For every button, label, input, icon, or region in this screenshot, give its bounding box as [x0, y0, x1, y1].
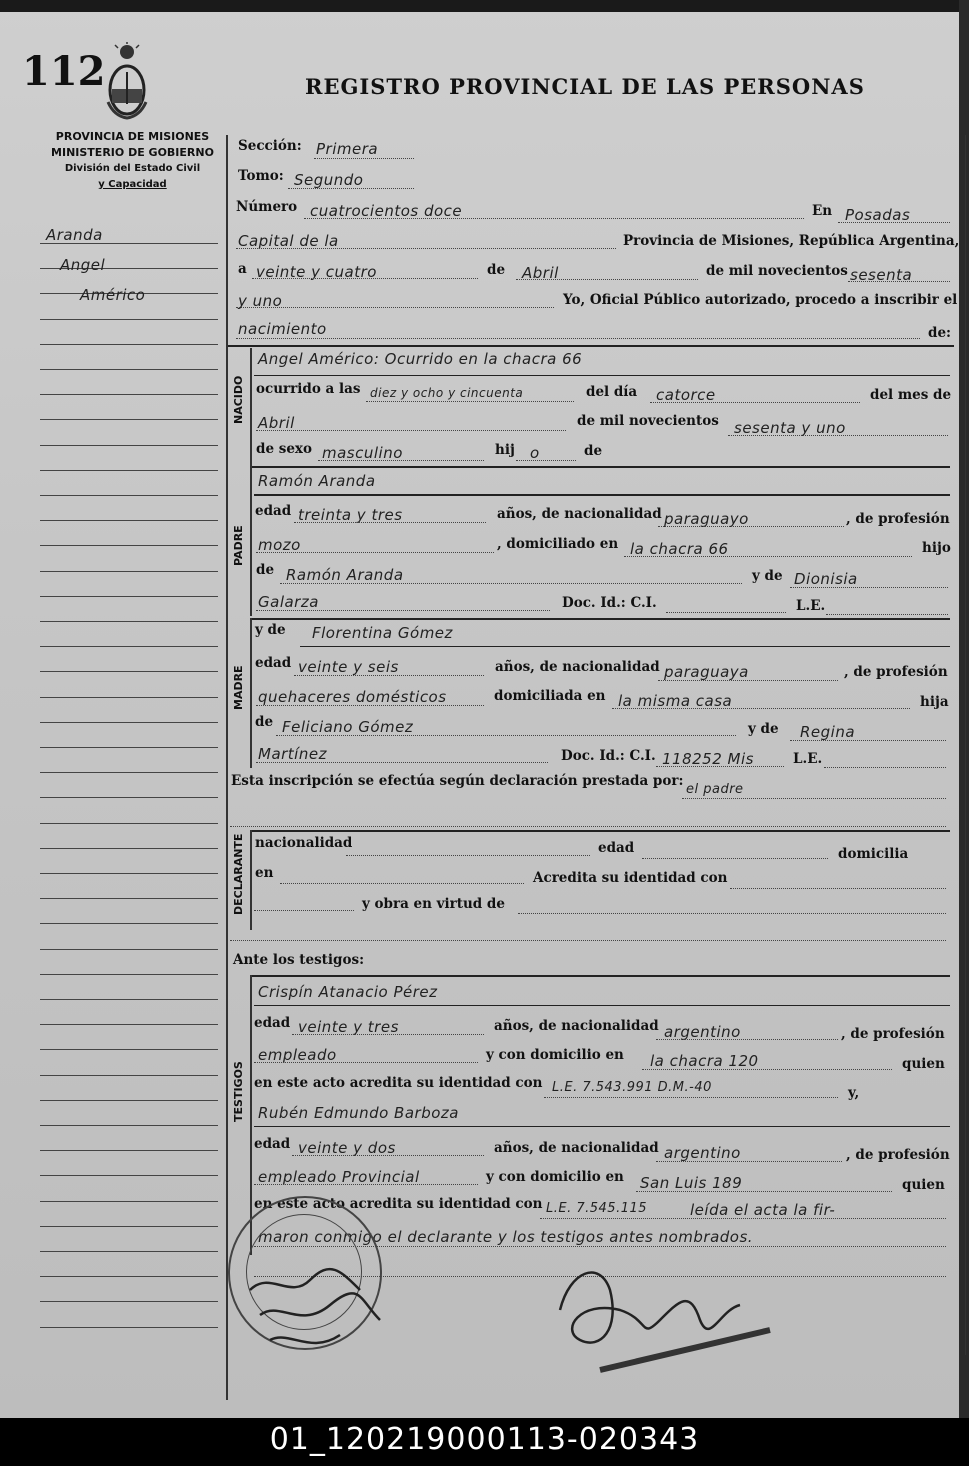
fecha-dia-value: veinte y cuatro — [256, 263, 377, 281]
madre-de-label: de — [255, 714, 274, 730]
padre-prof-line — [256, 552, 494, 553]
capital-line — [236, 248, 616, 249]
tomo-line — [288, 188, 414, 189]
numero-line — [304, 218, 804, 219]
madre-side-label: MADRE — [232, 665, 245, 710]
fecha-dia-line — [252, 278, 478, 279]
seccion-value: Primera — [316, 140, 379, 158]
testigo-1-name-line — [254, 1005, 950, 1006]
fecha-mes-line — [516, 279, 698, 280]
madre-hija-label: hija — [920, 694, 949, 710]
sexo-value: masculino — [322, 444, 403, 462]
declarante-obra-line — [518, 913, 946, 914]
hij-line — [516, 460, 576, 461]
margin-ruled-line — [40, 1150, 218, 1151]
declarante-acredita-line — [730, 888, 946, 889]
testigo-1-prof-line — [254, 1062, 478, 1063]
fecha-mes-value: Abril — [522, 264, 559, 282]
testigo-1-y-label: y, — [848, 1085, 860, 1101]
testigo-2-name-line — [254, 1126, 950, 1127]
abuela-materna-cont-line — [256, 762, 548, 763]
abuela-paterna-cont: Galarza — [258, 593, 319, 611]
issuer-line-4: y Capacidad — [98, 179, 167, 190]
issuer-line-3: División del Estado Civil — [64, 163, 201, 174]
padre-dom-line — [624, 556, 912, 557]
madre-nac-value: paraguaya — [664, 663, 749, 681]
margin-ruled-line — [40, 1049, 218, 1050]
madre-anios-label: años, de nacionalidad — [495, 659, 660, 675]
padre-le-line — [826, 614, 948, 615]
abuela-materna-line — [790, 740, 946, 741]
padre-side-rule — [250, 466, 252, 616]
margin-ruled-line — [40, 1075, 218, 1076]
declaracion-line-2 — [230, 826, 946, 827]
declaracion-value: el padre — [686, 782, 744, 797]
padre-prof-value: mozo — [258, 536, 301, 554]
official-signature-icon — [540, 1250, 800, 1380]
padre-edad-label: edad — [255, 503, 292, 519]
testigo-2-quien-label: quien — [902, 1177, 945, 1193]
padre-doc-label: Doc. Id.: C.I. — [562, 595, 657, 611]
testigo-1-doc-line — [544, 1097, 838, 1098]
oficial-label: Yo, Oficial Público autorizado, procedo a inscribir el — [563, 292, 958, 308]
en-line — [838, 222, 950, 223]
madre-dom-line — [612, 708, 910, 709]
margin-ruled-line — [40, 722, 218, 723]
margin-ruled-line — [40, 949, 218, 950]
coat-of-arms-icon — [104, 42, 150, 120]
padre-name: Ramón Aranda — [258, 472, 376, 490]
margin-ruled-line — [40, 520, 218, 521]
margin-ruled-line — [40, 596, 218, 597]
madre-prof-value: quehaceres domésticos — [258, 688, 447, 706]
testigo-2-edad-label: edad — [254, 1136, 291, 1152]
madre-yde2-label: y de — [748, 721, 779, 737]
padre-dom-label: , domiciliado en — [497, 536, 619, 552]
declaracion-line — [682, 798, 946, 799]
testigo-1-prof-label: , de profesión — [841, 1026, 945, 1042]
margin-ruled-line — [40, 319, 218, 320]
margin-ruled-line — [40, 797, 218, 798]
testigo-2-nac-value: argentino — [664, 1144, 741, 1162]
document-title: REGISTRO PROVINCIAL DE LAS PERSONAS — [305, 74, 865, 99]
abuela-materna-cont: Martínez — [258, 745, 327, 763]
madre-edad-label: edad — [255, 655, 292, 671]
seccion-label: Sección: — [238, 138, 302, 154]
margin-ruled-line — [40, 646, 218, 647]
madre-edad-value: veinte y seis — [298, 658, 399, 676]
nacido-anio-value: sesenta y uno — [734, 419, 846, 437]
testigo-2-prof-line — [254, 1184, 478, 1185]
padre-nac-value: paraguayo — [664, 510, 749, 528]
testigo-1-dom-line — [642, 1069, 892, 1070]
nacido-side-label: NACIDO — [232, 375, 245, 424]
fecha-de-label: de — [487, 262, 506, 278]
madre-name-line — [300, 646, 950, 647]
padre-name-line — [254, 494, 950, 496]
fecha-mil-label: de mil novecientos — [706, 263, 848, 279]
hij-label: hij — [495, 442, 515, 458]
declarante-pre-obra-line — [254, 910, 354, 911]
margin-ruled-line — [40, 898, 218, 899]
sexo-line — [318, 460, 484, 461]
margin-ruled-line — [40, 394, 218, 395]
padre-anios-label: años, de nacionalidad — [497, 506, 662, 522]
fecha-anio-line — [848, 281, 950, 282]
testigo-1-doc-value: L.E. 7.543.991 D.M.-40 — [552, 1080, 712, 1095]
nacido-name: Angel Américo: Ocurrido en la chacra 66 — [258, 350, 583, 368]
testigo-1-nac-value: argentino — [664, 1023, 741, 1041]
margin-ruled-line — [40, 1276, 218, 1277]
fecha-anio-cont: y uno — [238, 292, 283, 310]
madre-prof-line — [256, 705, 484, 706]
madre-le-label: L.E. — [793, 751, 823, 767]
testigo-2-dom-value: San Luis 189 — [640, 1174, 743, 1192]
closing-text-b: maron conmigo el declarante y los testigos antes nombrados. — [258, 1228, 754, 1246]
testigos-side-label: TESTIGOS — [232, 1061, 245, 1122]
padre-hijo-label: hijo — [922, 540, 951, 556]
en-value: Posadas — [845, 206, 911, 224]
margin-ruled-line — [40, 697, 218, 698]
page-number: 112 — [22, 48, 106, 95]
dia-value: catorce — [656, 386, 716, 404]
margin-ruled-line — [40, 974, 218, 975]
tomo-value: Segundo — [294, 171, 364, 189]
madre-doc-label: Doc. Id.: C.I. — [561, 748, 656, 764]
testigo-2-dom-label: y con domicilio en — [486, 1169, 624, 1185]
mes-value: Abril — [258, 414, 295, 432]
declarante-line-end — [230, 940, 946, 941]
margin-ruled-line — [40, 923, 218, 924]
testigo-2-prof-value: empleado Provincial — [258, 1168, 420, 1186]
declarante-nac-label: nacionalidad — [255, 835, 353, 851]
declarante-edad-line — [642, 858, 828, 859]
testigo-1-acredita-label: en este acto acredita su identidad con — [254, 1075, 543, 1091]
scan-edge-top — [0, 0, 969, 12]
madre-doc-line — [656, 766, 784, 767]
declaracion-label: Esta inscripción se efectúa según declaración prestada por: — [231, 773, 684, 789]
abuelo-paterno-line — [280, 583, 742, 584]
padre-edad-line — [294, 522, 486, 523]
declarante-side-rule — [250, 830, 252, 930]
testigo-2-name: Rubén Edmundo Barboza — [258, 1104, 459, 1122]
seccion-line — [314, 158, 414, 159]
margin-ruled-line — [40, 772, 218, 773]
testigo-1-prof-value: empleado — [258, 1046, 337, 1064]
madre-yde-label: y de — [255, 622, 286, 638]
capital-value: Capital de la — [238, 232, 339, 250]
testigo-2-edad-line — [292, 1155, 484, 1156]
numero-value: cuatrocientos doce — [310, 202, 463, 220]
margin-ruled-line — [40, 1100, 218, 1101]
scan-edge-right — [959, 0, 969, 1418]
tomo-label: Tomo: — [238, 168, 284, 184]
margin-ruled-line — [40, 1125, 218, 1126]
testigo-1-dom-label: y con domicilio en — [486, 1047, 624, 1063]
abuelo-materno-line — [276, 735, 736, 736]
hora-line — [366, 401, 574, 402]
testigos-top-rule — [250, 975, 950, 977]
padre-side-label: PADRE — [232, 525, 245, 566]
margin-ruled-line — [40, 671, 218, 672]
margin-ruled-line — [40, 621, 218, 622]
en-label: En — [812, 203, 833, 219]
margin-ruled-line — [40, 445, 218, 446]
margin-ruled-line — [40, 999, 218, 1000]
margin-ruled-line — [40, 419, 218, 420]
margin-ruled-line — [40, 344, 218, 345]
acto-value: nacimiento — [238, 320, 327, 338]
madre-top-rule — [250, 618, 950, 620]
margin-note-second-name: Américo — [80, 286, 146, 304]
margin-ruled-line — [40, 369, 218, 370]
padre-dom-value: la chacra 66 — [630, 540, 729, 558]
testigo-2-prof-label: , de profesión — [846, 1147, 950, 1163]
declarante-domicilia-label: domicilia — [838, 846, 909, 862]
margin-ruled-line — [40, 823, 218, 824]
margin-ruled-line — [40, 1201, 218, 1202]
testigo-2-anios-label: años, de nacionalidad — [494, 1140, 659, 1156]
testigo-1-nac-line — [656, 1039, 838, 1040]
margin-ruled-line — [40, 747, 218, 748]
padre-doc-line — [666, 612, 786, 613]
testigo-1-name: Crispín Atanacio Pérez — [258, 983, 438, 1001]
del-dia-label: del día — [586, 384, 638, 400]
testigo-2-edad-value: veinte y dos — [298, 1139, 396, 1157]
testigo-1-edad-line — [292, 1034, 484, 1035]
fecha-anio-value: sesenta — [850, 266, 913, 284]
testigo-2-nac-line — [656, 1161, 842, 1162]
acto-line — [236, 338, 920, 339]
abuela-materna-value: Regina — [800, 723, 856, 741]
declarante-obra-label: y obra en virtud de — [362, 896, 505, 912]
testigo-2-doc-value: L.E. 7.545.115 — [546, 1201, 648, 1216]
margin-ruled-line — [40, 1327, 218, 1328]
nacido-de-label: de — [584, 443, 603, 459]
margin-ruled-line — [40, 873, 218, 874]
margin-ruled-line — [40, 495, 218, 496]
testigos-ante-label: Ante los testigos: — [233, 952, 365, 968]
scan-id-strip — [0, 1418, 969, 1466]
closing-text-a: leída el acta la fir- — [690, 1201, 836, 1219]
mes-line — [256, 430, 566, 431]
nacido-name-line — [254, 375, 950, 376]
hora-value: diez y ocho y cincuenta — [370, 386, 524, 400]
ocurrido-label: ocurrido a las — [256, 381, 361, 397]
margin-note-first-name: Angel — [60, 256, 106, 274]
madre-le-line — [824, 767, 946, 768]
abuela-paterna-value: Dionisia — [794, 570, 858, 588]
padre-prof-label: , de profesión — [846, 511, 950, 527]
margin-note-surname: Aranda — [46, 226, 103, 244]
abuela-paterna-cont-line — [256, 610, 550, 611]
madre-edad-line — [294, 675, 484, 676]
abuelo-materno-value: Feliciano Gómez — [282, 718, 414, 736]
testigo-1-dom-value: la chacra 120 — [650, 1052, 759, 1070]
madre-doc-value: 118252 Mis — [662, 750, 754, 768]
madre-name: Florentina Gómez — [312, 624, 453, 642]
abuelo-paterno-value: Ramón Aranda — [286, 566, 404, 584]
testigo-1-edad-value: veinte y tres — [298, 1018, 399, 1036]
issuer-block — [40, 129, 225, 193]
acto-de-label: de: — [928, 325, 952, 341]
nacido-side-rule — [250, 348, 252, 466]
madre-dom-value: la misma casa — [618, 692, 733, 710]
declarante-acredita-label: Acredita su identidad con — [533, 870, 728, 886]
madre-nac-line — [658, 680, 838, 681]
margin-ruled-line — [40, 1175, 218, 1176]
sexo-label: de sexo — [256, 441, 312, 457]
margin-ruled-line — [40, 848, 218, 849]
madre-prof-label: , de profesión — [844, 664, 948, 680]
testigos-side-rule — [250, 975, 252, 1255]
del-mes-label: del mes de — [870, 387, 952, 403]
madre-side-rule — [250, 618, 252, 768]
provincia-label: Provincia de Misiones, República Argentina, — [623, 233, 960, 249]
margin-ruled-line — [40, 545, 218, 546]
declarante-top-rule — [250, 830, 950, 832]
fecha-a-label: a — [238, 261, 247, 277]
registrar-signature-icon — [240, 1260, 400, 1370]
margin-ruled-line — [40, 1226, 218, 1227]
padre-edad-value: treinta y tres — [298, 506, 403, 524]
numero-label: Número — [236, 199, 298, 215]
scan-id-text: 01_120219000113-020343 — [269, 1422, 700, 1457]
margin-ruled-line — [40, 1251, 218, 1252]
padre-nac-line — [658, 526, 844, 527]
testigo-2-acredita-label: en este acto acredita su identidad con — [254, 1196, 543, 1212]
padre-yde-label: y de — [752, 568, 783, 584]
nacido-anio-line — [728, 435, 948, 436]
declarante-edad-label: edad — [598, 840, 635, 856]
abuela-paterna-line — [790, 587, 948, 588]
testigo-1-edad-label: edad — [254, 1015, 291, 1031]
declarante-en-line — [280, 883, 524, 884]
hij-value: o — [530, 444, 540, 462]
testigo-1-quien-label: quien — [902, 1056, 945, 1072]
declarante-en-label: en — [255, 865, 274, 881]
frame-left-rule — [226, 135, 228, 1400]
margin-ruled-line — [40, 470, 218, 471]
testigo-1-anios-label: años, de nacionalidad — [494, 1018, 659, 1034]
issuer-line-1: PROVINCIA DE MISIONES — [55, 130, 210, 143]
testigo-2-dom-line — [636, 1191, 892, 1192]
margin-ruled-line — [40, 571, 218, 572]
issuer-line-2: MINISTERIO DE GOBIERNO — [51, 146, 214, 159]
declarante-side-label: DECLARANTE — [232, 833, 245, 915]
margin-ruled-line — [40, 1301, 218, 1302]
padre-de-label: de — [256, 562, 275, 578]
padre-le-label: L.E. — [796, 598, 826, 614]
madre-dom-label: domiciliada en — [494, 688, 606, 704]
nacido-top-rule — [228, 345, 954, 347]
margin-ruled-line — [40, 1024, 218, 1025]
dia-line — [650, 402, 860, 403]
frame-right-rule — [965, 135, 966, 1355]
nacido-mil-label: de mil novecientos — [577, 413, 719, 429]
declarante-nac-line — [346, 855, 590, 856]
padre-top-rule — [250, 466, 950, 468]
testigo-2-doc-line — [540, 1218, 946, 1219]
fecha-anio-cont-line — [236, 307, 554, 308]
